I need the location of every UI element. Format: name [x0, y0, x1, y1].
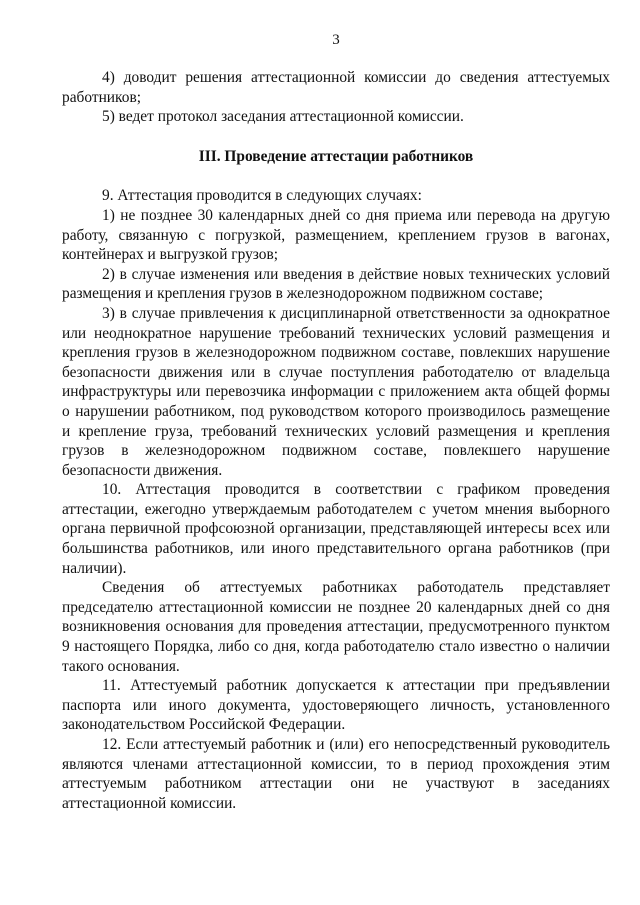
paragraph-clause-9-2: 2) в случае изменения или введения в действие новых технических условий размещения и крепления грузов в железнодорожном подвижном составе; — [62, 265, 610, 303]
paragraph-item-4: 4) доводит решения аттестационной комиссии до сведения аттестуемых работников; — [62, 69, 610, 106]
section-title: III. Проведение аттестации работников — [198, 147, 474, 165]
paragraph-clause-10-info: Сведения об аттестуемых работниках работодатель представляет председателю аттестационной комиссии не позднее 20 календарных дней со дня возникновения основания для проведения аттестации, предусмотренного пунктом 9 настоящего Порядка, либо со дня, когда работодателю стало известно о наличии такого основания. — [62, 579, 610, 675]
paragraph-clause-12: 12. Если аттестуемый работник и (или) его непосредственный руководитель являются членами аттестационной комиссии, то в период прохождения этим аттестуемым работником аттестации они не участвуют в заседаниях аттестационной комиссии. — [62, 736, 610, 812]
paragraph-clause-9-1: 1) не позднее 30 календарных дней со дня приема или перевода на другую работу, связанную с погрузкой, размещением, креплением грузов в вагонах, контейнерах и выгрузкой грузов; — [62, 206, 610, 264]
page-number: 3 — [332, 32, 340, 48]
paragraph-clause-9: 9. Аттестация проводится в следующих случаях: — [102, 187, 422, 205]
paragraph-clause-11: 11. Аттестуемый работник допускается к аттестации при предъявлении паспорта или иного документа, удостоверяющего личность, установленного законодательством Российской Федерации. — [62, 677, 610, 734]
paragraph-item-5: 5) ведет протокол заседания аттестационной комиссии. — [102, 108, 464, 126]
paragraph-clause-9-3: 3) в случае привлечения к дисциплинарной ответственности за однократное или неоднократное нарушение требований технических условий размещения и крепления грузов в железнодорожном подвижном составе, повлекших нарушение безопасности движения или в случае поступления работодателю от владельца инфраструктуры или перевозчика информации с приложением акта общей формы о нарушении работником, под руководством которого производилось размещение и крепление груза, требований технических условий размещения и крепления грузов в железнодорожном подвижном составе, повлекшего нарушение безопасности движения. — [62, 304, 610, 479]
paragraph-clause-10: 10. Аттестация проводится в соответствии с графиком проведения аттестации, ежегодно утверждаемым работодателем с учетом мнения выборного органа первичной профсоюзной организации, представляющей интересы всех или большинства работников, или иного представительного органа работников (при наличии). — [62, 481, 610, 577]
